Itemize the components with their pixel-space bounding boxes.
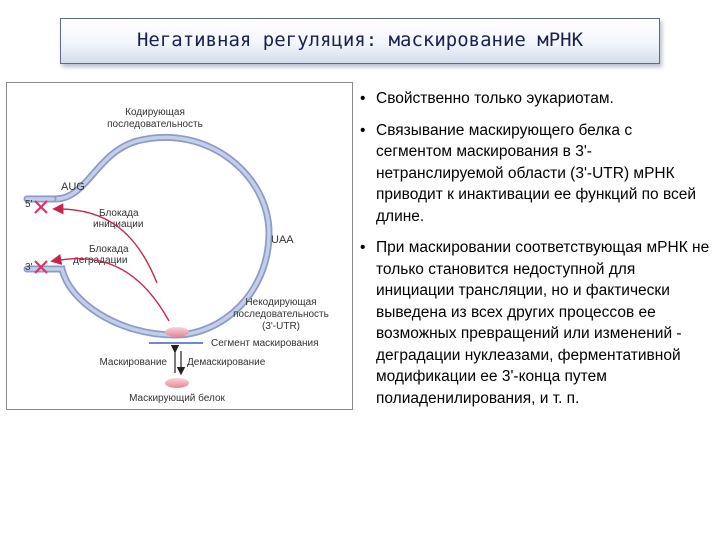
mask-segment-label: Сегмент маскирования — [211, 338, 319, 349]
bullet-text: Связывание маскирующего белка с сегментом маскирования в 3'-нетранслируемой области (3'-UTR) мРНК приводит к инактивации ее функций по всей длине. — [376, 121, 697, 225]
bullet-item — [360, 237, 710, 409]
mrna-strand — [27, 137, 269, 335]
bullet-item — [360, 88, 710, 110]
block-initiation-2: инициации — [93, 219, 144, 230]
aug-label: AUG — [61, 181, 85, 193]
masking-label: Маскирование — [99, 357, 167, 368]
block-initiation-1: Блокада — [99, 208, 139, 219]
mrna-masking-figure — [6, 82, 353, 410]
three-prime-label: 3' — [25, 262, 33, 273]
bullet-marker: • — [360, 239, 366, 256]
bullet-text: Свойственно только эукариотам. — [376, 90, 614, 107]
bullet-text: При маскировании соответствующая мРНК не только становится недоступной для инициации трансляции, но и фактически выведена из всех других процессов ее возможных превращений или изменений - деградации нуклеазами, ферментативной модификации ее 3'-конца путем полиаденилирования, и т. п. — [376, 239, 710, 407]
noncoding-label-1: Некодирующая — [245, 297, 317, 308]
title-box — [60, 18, 660, 64]
bullet-marker: • — [360, 90, 366, 107]
noncoding-label-2: последовательность — [233, 309, 329, 320]
mrna-diagram — [7, 83, 352, 409]
bullet-marker: • — [360, 121, 366, 139]
block-degradation-1: Блокада — [89, 244, 129, 255]
coding-label-1: Кодирующая — [125, 107, 185, 118]
noncoding-label-3: (3'-UTR) — [261, 321, 301, 332]
slide-title: Негативная регуляция: маскирование мРНК — [136, 29, 584, 51]
bound-protein — [165, 327, 189, 337]
unmasking-label: Демаскирование — [187, 357, 266, 368]
bullet-item — [360, 120, 710, 228]
masking-protein-label: Маскирующий белок — [129, 393, 225, 404]
bullet-list — [360, 88, 710, 419]
cross-icon — [35, 201, 47, 273]
uaa-label: UAA — [271, 234, 294, 246]
block-degradation-2: деградации — [73, 255, 128, 266]
five-prime-label: 5' — [25, 199, 33, 210]
coding-label-2: последовательность — [107, 119, 203, 130]
free-protein — [165, 378, 189, 388]
